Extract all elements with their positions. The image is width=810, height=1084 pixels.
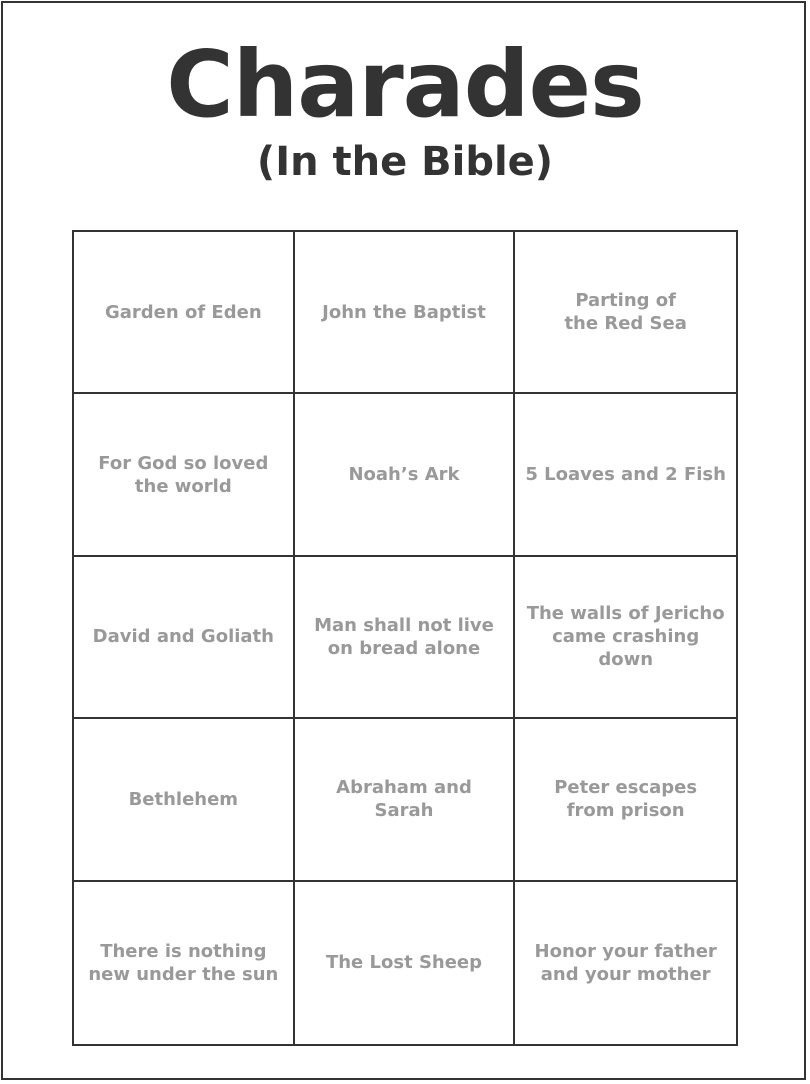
charade-card-text: The Lost Sheep [325, 952, 483, 974]
charade-card [295, 557, 516, 719]
charade-card [74, 882, 295, 1044]
charade-card [515, 719, 736, 881]
charade-card-text: Garden of Eden [105, 301, 262, 323]
charade-card-text: Noah’s Ark [348, 464, 460, 486]
charade-card [74, 232, 295, 394]
charade-card-text: Peter escapes from prison [554, 777, 698, 822]
charade-card [295, 719, 516, 881]
charade-card-text: Parting of the Red Sea [564, 290, 687, 335]
charade-card [515, 882, 736, 1044]
charade-card [515, 232, 736, 394]
charade-card-text: Bethlehem [128, 788, 239, 810]
charade-card-text: 5 Loaves and 2 Fish [525, 464, 726, 486]
page-title: Charades [166, 31, 644, 138]
charade-card [295, 232, 516, 394]
charade-card-text: For God so loved the world [98, 452, 269, 497]
charade-card-text: David and Goliath [92, 626, 274, 648]
charade-card [515, 394, 736, 556]
charade-card [295, 394, 516, 556]
charade-card [74, 394, 295, 556]
charade-card-text: John the Baptist [322, 301, 486, 323]
charade-card-text: The walls of Jericho came crashing down [526, 603, 725, 671]
charade-card-text: There is nothing new under the sun [88, 940, 279, 985]
charade-card-text: Honor your father and your mother [534, 940, 717, 985]
charades-card-grid [72, 230, 738, 1046]
charade-card-text: Abraham and Sarah [336, 777, 472, 822]
charade-card [74, 719, 295, 881]
page-subtitle: (In the Bible) [256, 139, 554, 185]
charade-card [515, 557, 736, 719]
charade-card-text: Man shall not live on bread alone [314, 614, 494, 659]
charade-card [295, 882, 516, 1044]
charade-card [74, 557, 295, 719]
